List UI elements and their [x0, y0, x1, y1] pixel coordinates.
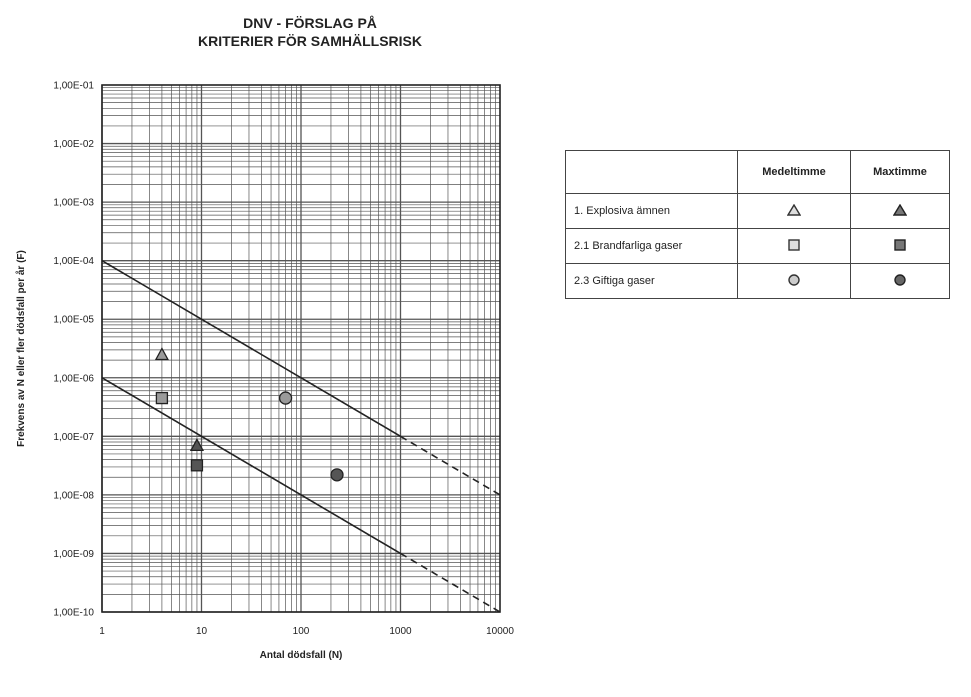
legend-row-label: 2.1 Brandfarliga gaser — [566, 229, 738, 264]
data-point-circle — [331, 469, 343, 481]
legend-square-max — [851, 229, 950, 264]
x-tick-label: 1 — [99, 626, 105, 637]
x-tick-label: 10 — [195, 626, 208, 637]
y-tick-label: 1,00E-02 — [53, 139, 94, 151]
y-tick-label: 1,00E-07 — [53, 431, 94, 443]
legend-circle-max — [851, 264, 950, 299]
x-axis-label: Antal dödsfall (N) — [259, 650, 343, 661]
legend-header-row — [566, 151, 950, 194]
legend-triangle-medel — [738, 194, 851, 229]
chart-title-line-2: KRITERIER FÖR SAMHÄLLSRISK — [198, 33, 422, 49]
x-tick-labels — [99, 626, 514, 637]
x-tick-label: 10000 — [486, 626, 514, 637]
y-tick-label: 1,00E-08 — [53, 490, 94, 502]
triangle-dark-icon — [893, 204, 907, 216]
data-point-square — [156, 393, 167, 404]
data-points — [156, 348, 343, 480]
x-tick-label: 1000 — [389, 626, 412, 637]
triangle-light-icon — [787, 204, 801, 216]
legend-table — [565, 150, 950, 299]
y-tick-label: 1,00E-03 — [53, 197, 94, 209]
circle-dark-icon — [894, 274, 906, 286]
legend-circle-medel — [738, 264, 851, 299]
legend-header-medeltimme: Medeltimme — [738, 151, 851, 194]
criteria-line-solid — [102, 378, 401, 554]
legend-header-blank — [566, 151, 738, 194]
legend-row — [566, 264, 950, 299]
y-tick-labels — [53, 81, 94, 619]
legend-triangle-max — [851, 194, 950, 229]
legend-row-label: 2.3 Giftiga gaser — [566, 264, 738, 299]
y-tick-label: 1,00E-10 — [53, 607, 94, 619]
y-tick-label: 1,00E-05 — [53, 314, 94, 326]
legend-row — [566, 194, 950, 229]
y-tick-label: 1,00E-09 — [53, 548, 94, 560]
chart-title-line-1: DNV - FÖRSLAG PÅ — [243, 15, 377, 31]
data-point-square — [191, 460, 202, 471]
square-light-icon — [788, 239, 800, 251]
legend-header-maxtimme: Maxtimme — [851, 151, 950, 194]
x-tick-label: 100 — [292, 626, 310, 637]
y-tick-label: 1,00E-06 — [53, 373, 94, 385]
criteria-line-solid — [102, 261, 401, 437]
square-dark-icon — [894, 239, 906, 251]
y-axis-label: Frekvens av N eller fler dödsfall per år (F) — [16, 250, 27, 447]
y-tick-label: 1,00E-04 — [53, 256, 94, 268]
y-tick-label: 1,00E-01 — [53, 80, 94, 92]
legend-row — [566, 229, 950, 264]
legend-square-medel — [738, 229, 851, 264]
legend-row-label: 1. Explosiva ämnen — [566, 194, 738, 229]
circle-light-icon — [788, 274, 800, 286]
data-point-circle — [280, 392, 292, 404]
